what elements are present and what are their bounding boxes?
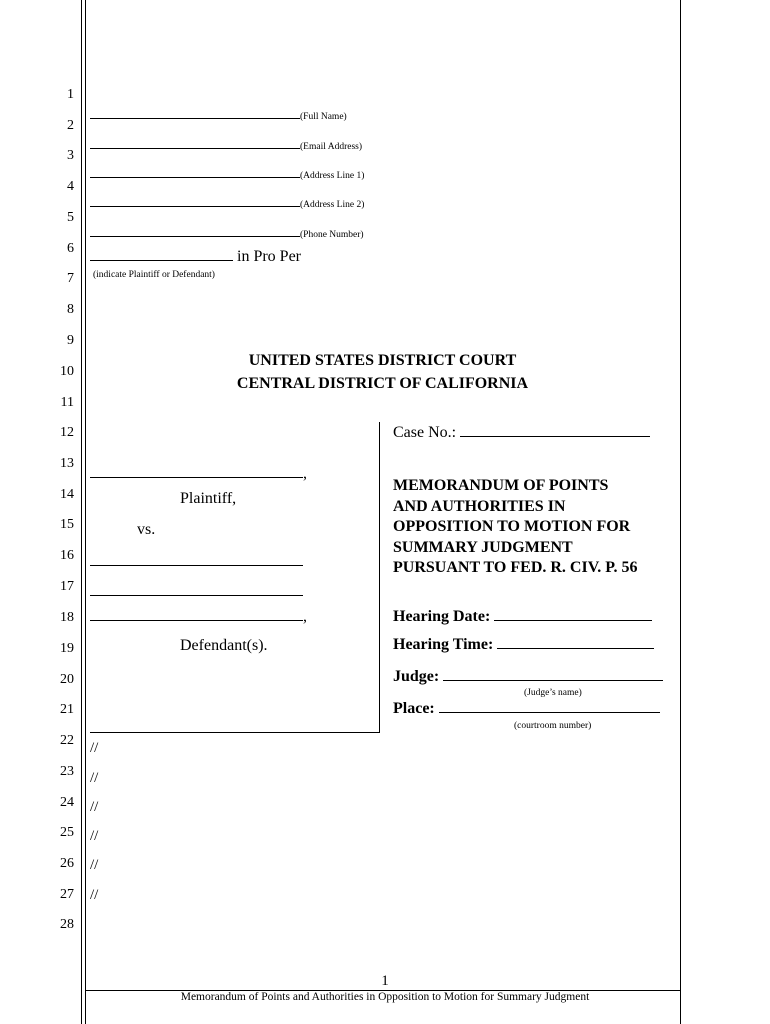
- defendant-name-field-2[interactable]: [90, 595, 303, 596]
- document-title: [393, 476, 638, 579]
- line-number: 5: [67, 210, 74, 225]
- address1-label: (Address Line 1): [300, 171, 365, 181]
- line-number: 3: [67, 148, 74, 163]
- vs-label: vs.: [137, 521, 156, 538]
- line-number: 26: [60, 856, 74, 871]
- hearing-date-field[interactable]: [494, 620, 652, 621]
- continuation-slash: //: [90, 857, 99, 873]
- plaintiff-label: Plaintiff,: [180, 490, 237, 507]
- defendant-line-1: [90, 553, 303, 571]
- address2-line: [90, 194, 364, 212]
- phone-field[interactable]: [90, 236, 300, 237]
- email-label: (Email Address): [300, 142, 363, 152]
- plaintiff-comma: ,: [303, 465, 307, 482]
- defendants-label: Defendant(s).: [180, 637, 268, 654]
- address2-field[interactable]: [90, 206, 300, 207]
- line-number: 16: [60, 548, 74, 563]
- line-number: 14: [60, 487, 74, 502]
- line-number: 12: [60, 425, 74, 440]
- caption-divider-vertical: [379, 422, 380, 733]
- hearing-date-label: Hearing Date:: [393, 608, 491, 625]
- address2-label: (Address Line 2): [300, 200, 365, 210]
- case-number-label: Case No.:: [393, 424, 457, 441]
- line-number: 7: [67, 271, 74, 286]
- hearing-date-line: [393, 608, 652, 626]
- phone-label: (Phone Number): [300, 230, 364, 240]
- right-margin-rule: [680, 0, 681, 1024]
- footer-title: Memorandum of Points and Authorities in Opposition to Motion for Summary Judgment: [180, 991, 590, 1003]
- defendant-name-field-3[interactable]: [90, 620, 303, 621]
- document-title-line: OPPOSITION TO MOTION FOR: [393, 518, 631, 535]
- line-number: 8: [67, 302, 74, 317]
- address1-field[interactable]: [90, 177, 300, 178]
- line-number: 22: [60, 733, 74, 748]
- judge-line: [393, 668, 663, 686]
- defendant-line-3: [90, 608, 307, 626]
- hearing-time-field[interactable]: [497, 648, 654, 649]
- continuation-slash: //: [90, 887, 99, 903]
- left-margin-rule-inner: [85, 0, 86, 1024]
- judge-field[interactable]: [443, 680, 663, 681]
- full-name-field[interactable]: [90, 118, 300, 119]
- line-number: 13: [60, 456, 74, 471]
- party-role-field[interactable]: [90, 260, 233, 261]
- address1-line: [90, 165, 364, 183]
- indicate-label: (indicate Plaintiff or Defendant): [93, 270, 215, 280]
- plaintiff-name-line: [90, 465, 307, 483]
- hearing-time-line: [393, 636, 654, 654]
- line-number: 27: [60, 887, 74, 902]
- defendant-comma: ,: [303, 608, 307, 625]
- judge-label: Judge:: [393, 668, 440, 685]
- line-number: 21: [60, 702, 74, 717]
- court-name-line2: CENTRAL DISTRICT OF CALIFORNIA: [236, 375, 529, 392]
- pro-per-line: [90, 248, 301, 266]
- case-number-field[interactable]: [460, 436, 650, 437]
- line-number: 20: [60, 672, 74, 687]
- line-number: 2: [67, 118, 74, 133]
- place-line: [393, 700, 660, 718]
- phone-line: [90, 224, 364, 242]
- place-hint: (courtroom number): [514, 721, 592, 731]
- document-title-line: AND AUTHORITIES IN: [393, 497, 566, 515]
- line-number: 23: [60, 764, 74, 779]
- continuation-slash: //: [90, 740, 99, 756]
- defendant-line-2: [90, 583, 303, 601]
- judge-hint: (Judge’s name): [524, 688, 582, 698]
- line-number: 1: [67, 87, 74, 102]
- case-number-line: [393, 424, 650, 442]
- plaintiff-name-field[interactable]: [90, 477, 303, 478]
- hearing-time-label: Hearing Time:: [393, 636, 494, 653]
- document-title-line: SUMMARY JUDGMENT: [393, 538, 573, 556]
- place-label: Place:: [393, 700, 435, 717]
- email-field[interactable]: [90, 148, 300, 149]
- line-number: 28: [60, 917, 74, 932]
- line-number: 24: [60, 795, 74, 810]
- line-number: 9: [67, 333, 74, 348]
- court-name-line1: UNITED STATES DISTRICT COURT: [248, 352, 517, 369]
- left-margin-rule-outer: [81, 0, 82, 1024]
- line-number: 15: [60, 517, 74, 532]
- line-number: 17: [60, 579, 74, 594]
- line-number: 10: [60, 364, 74, 379]
- line-number: 4: [67, 179, 74, 194]
- caption-divider-bottom: [90, 732, 380, 733]
- full-name-line: [90, 106, 347, 124]
- document-title-line: MEMORANDUM OF POINTS: [393, 477, 609, 494]
- full-name-label: (Full Name): [300, 112, 347, 122]
- continuation-slash: //: [90, 828, 99, 844]
- continuation-slash: //: [90, 799, 99, 815]
- pro-per-text: in Pro Per: [237, 248, 301, 265]
- line-number: 19: [60, 641, 74, 656]
- line-number: 6: [67, 241, 74, 256]
- line-number: 18: [60, 610, 74, 625]
- continuation-slash: //: [90, 770, 99, 786]
- place-field[interactable]: [439, 712, 660, 713]
- line-number: 11: [60, 395, 74, 410]
- defendant-name-field-1[interactable]: [90, 565, 303, 566]
- line-number: 25: [60, 825, 74, 840]
- page-number: 1: [381, 973, 389, 989]
- document-title-line: PURSUANT TO FED. R. CIV. P. 56: [393, 559, 638, 576]
- email-line: [90, 136, 362, 154]
